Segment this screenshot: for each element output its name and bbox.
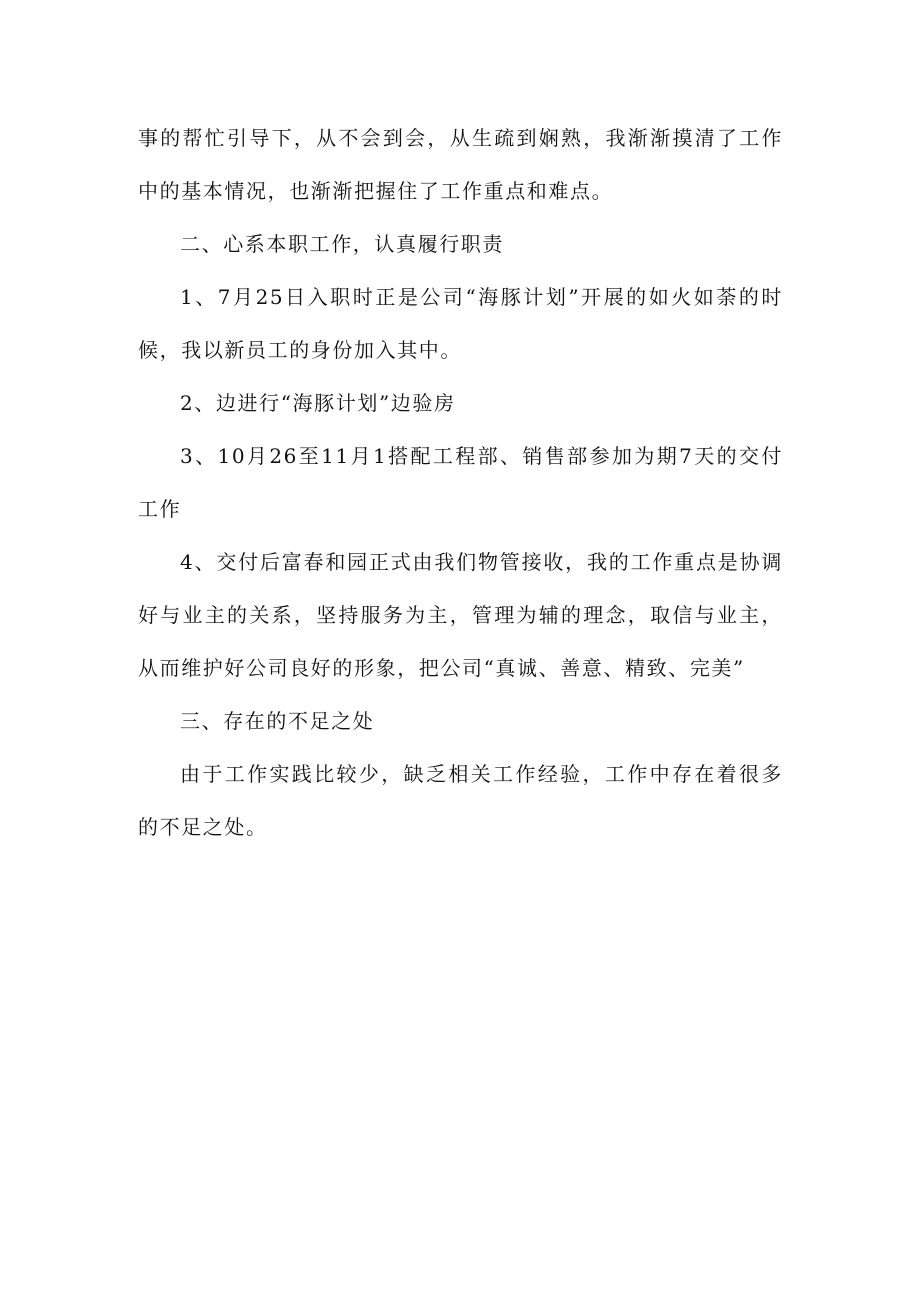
list-item-3: 3、10月26至11月1搭配工程部、销售部参加为期7天的交付工作 — [138, 444, 783, 521]
list-item-4: 4、交付后富春和园正式由我们物管接收，我的工作重点是协调好与业主的关系，坚持服务为主，管理为辅的理念，取信与业主，从而维护好公司良好的形象，把公司“真诚、善意、精致、完美” — [138, 550, 783, 680]
section-heading-3: 三、存在的不足之处 — [180, 709, 375, 733]
document-body — [138, 112, 783, 854]
paragraph-continuation: 事的帮忙引导下，从不会到会，从生疏到娴熟，我渐渐摸清了工作中的基本情况，也渐渐把握住了工作重点和难点。 — [138, 126, 783, 203]
paragraph-shortcomings: 由于工作实践比较少，缺乏相关工作经验，工作中存在着很多的不足之处。 — [138, 762, 783, 839]
section-heading-2: 二、心系本职工作，认真履行职责 — [180, 232, 504, 256]
list-item-2: 2、边进行“海豚计划”边验房 — [180, 391, 456, 415]
list-item-1: 1、7月25日入职时正是公司“海豚计划”开展的如火如荼的时候，我以新员工的身份加入其中。 — [138, 285, 783, 362]
